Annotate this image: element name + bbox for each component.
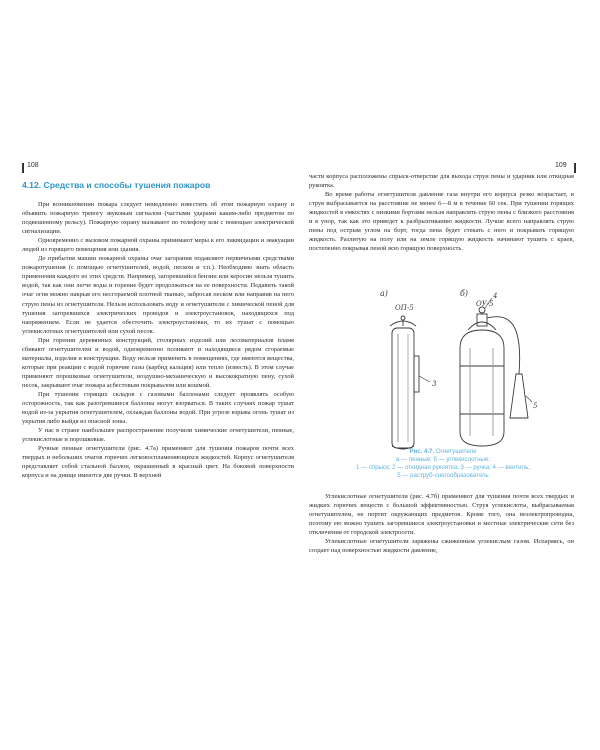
right-page-body-top: [309, 172, 574, 253]
paragraph: Углекислотные огнетушители (рис. 4.7б) применяют для тушения почти всех твердых и жидких горючих веществ с большой эффективностью. Струя углекислоты, выбрасываемая огнетушителем, не портит окружающих предметов. Кроме того, она неэлектропроводна, поэтому ею можно тушить загоревшиеся электроустановки и местные электрические сети без отключения от городской электросети.: [309, 493, 574, 537]
extinguishers-figure: [340, 286, 550, 462]
right-page-number: 109: [555, 162, 567, 169]
paragraph: До прибытия машин пожарной охраны очаг загорания подавляют первичными средствами пожаротушения (с помощью огнетушителей, водой, песком и т.п.). Необходимо знать область применения каждого из этих средств. Например, загоревшийся бензин или керосин нельзя тушить водой, так как они легче воды и горение будет продолжаться на ее поверхности. Подавить такой очаг огня можно накрыв его несгораемой плотной тканью, забросав песком или направив на него струю пены из огнетушителя. Нельзя использовать воду и огнетушители с химической пеной для тушения загоревшихся электрических проводов и электроустановок, находящихся под напряжением. Если не удается обесточить электроустановки, то их тушат с помощью углекислотных огнетушителей или сухой песок.: [22, 255, 294, 335]
foam-extinguisher-drawing: [390, 316, 419, 449]
paragraph: При возникновении пожара следует немедленно известить об этом пожарную охрану и объявить пожарную тревогу звуковым сигналом (частыми ударами каким-либо предметом по подвешенному рельсу). Пожарную охрану вызывают по телефону или с помощью электрической сигнализации.: [22, 201, 294, 236]
figure-label-b: б): [460, 289, 469, 298]
caption-line: 5 — раструб-снегообразователь: [397, 472, 489, 479]
paragraph: Одновременно с вызовом пожарной охраны принимают меры к его ликвидации и эвакуации людей из горящего помещения или здания.: [22, 237, 294, 254]
paragraph: При тушении горящих складов с газовыми баллонами следует проявлять особую осторожность, так как разогревшиеся баллоны могут взорваться. В таких случаях пожар тушат водой из-за укрытия огнетушителем, охлаждая баллоны водой. При угрозе взрыва огонь тушат из укрытия либо выйдя из опасной зоны.: [22, 390, 294, 426]
left-page-body: [22, 200, 294, 480]
callout-3: 3: [432, 380, 437, 388]
callout-4: 4: [493, 292, 498, 300]
co2-extinguisher-drawing: [460, 307, 528, 446]
paragraph: Во время работы огнетушителя давление газа внутри его корпуса резко возрастает, и струя выбрасывается на расстояние не менее 6—8 м в течение 60 сек. При тушении горящих жидкостей в емкостях с низкими бортами нельзя направлять струю пены с близкого расстояния и в упор, так как это приведет к разбрызгиванию жидкости. Лучше всего направлять струю пены под острым углом на борт, тогда пена будет стекать с него и покрывать горящую жидкость. Разлитую на полу или на земле горящую жидкость начинают тушить с краев, постепенно покрывая пеной всю горящую поверхность.: [309, 191, 574, 253]
right-folio-marker: [574, 163, 576, 173]
paragraph: Углекислотные огнетушители заряжены сжиженным углекислым газом. Испаряясь, он создает над поверхностью жидкости давление,: [309, 538, 574, 555]
figure-label-a: а): [380, 289, 388, 298]
section-heading: 4.12. Средства и способы тушения пожаров: [22, 180, 211, 190]
paragraph: У нас в стране наибольшее распространение получили химические огнетушители, пенные, углекислотные и порошковые.: [22, 427, 294, 444]
figure-model-a: ОП-5: [395, 304, 414, 312]
paragraph: При горении деревянных конструкций, столярных изделий или лесоматериалов пламя сбивают огнетушителем и водой, одновременно поливают и находящиеся рядом сгораемые материалы, изделия и конструкции. Воду нельзя применять в помещениях, где имеются вещества, которые при реакции с водой горючие газы (карбид кальция) или тепло (известь). В этом случае применяют порошковые огнетушители, воздушно-механическую и высокократную пену, сухой песок, закрывают очаг пожара асбестовым покрывалом или кошмой.: [22, 336, 294, 389]
caption-line: а — пенные; б — углекислотные;: [395, 456, 491, 463]
figure-caption: [318, 448, 568, 480]
figure-model-b: ОУ-5: [476, 300, 494, 308]
caption-title: Рис. 4.7.: [409, 448, 435, 455]
left-folio-marker: [22, 163, 24, 173]
left-page-number: 108: [27, 162, 39, 169]
right-page-body-bottom: [309, 492, 574, 555]
paragraph: Ручные пенные огнетушители (рис. 4.7а) применяют для тушения пожаров почти всех твердых и небольших очагов горючих легковоспламеняющихся жидкостей. Корпус огнетушителя представляет собой стальной баллон, окрашенный в красный цвет. На боковой поверхности корпуса и на днище имеются две ручки. В верхней: [22, 445, 294, 480]
caption-title-rest: Огнетушители: [435, 448, 477, 455]
callout-5: 5: [533, 402, 538, 410]
caption-line: 1 — спрыск; 2 — откидная рукоятка; 3 — ручка; 4 — вентиль;: [356, 464, 530, 471]
paragraph: части корпуса расположены спрыск-отверстие для выхода струи пены и ударник или откидная рукоятка.: [309, 173, 574, 190]
